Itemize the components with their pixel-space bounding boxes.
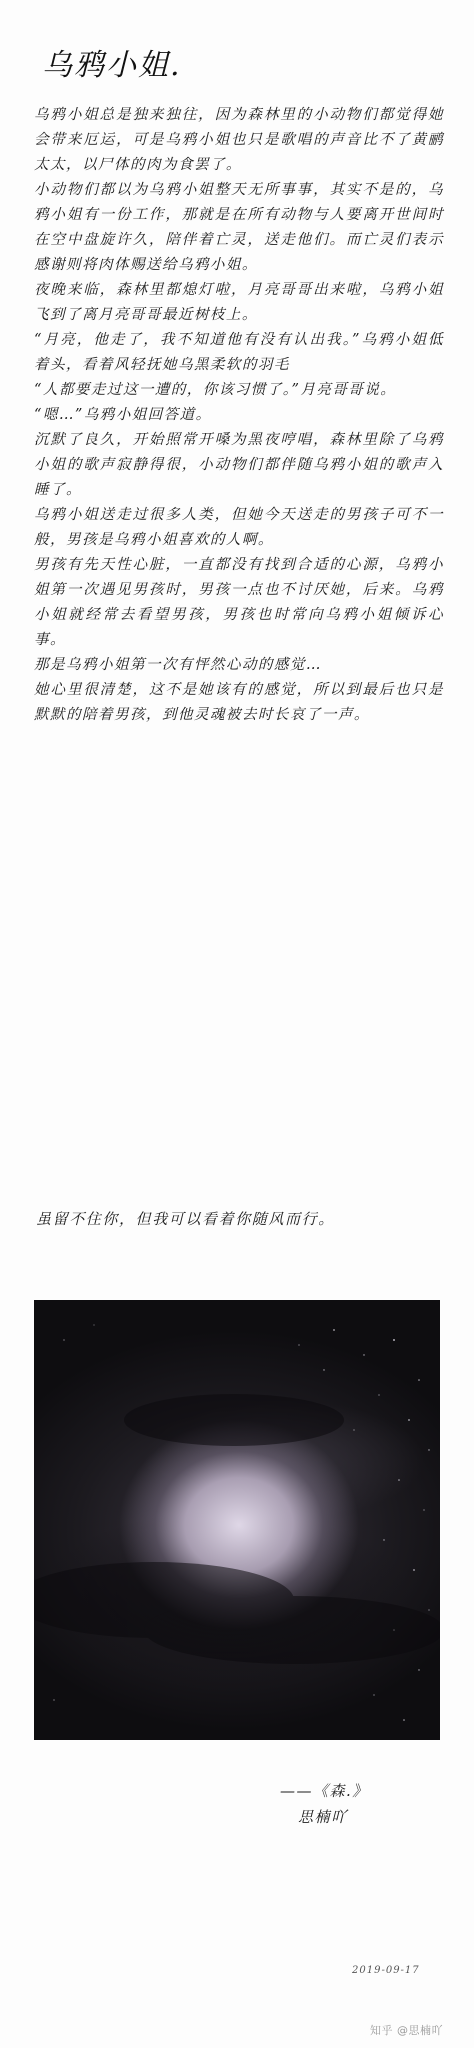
story-paragraph: “人都要走过这一遭的，你该习惯了。”月亮哥哥说。 (34, 381, 397, 398)
signature-block (280, 1778, 369, 1830)
story-paragraph: 男孩有先天性心脏，一直都没有找到合适的心源，乌鸦小姐第一次遇见男孩时，男孩一点也不讨厌她，后来。乌鸦小姐就经常去看望男孩，男孩也时常向乌鸦小姐倾诉心事。 (34, 556, 444, 648)
story-paragraph: 她心里很清楚，这不是她该有的感觉，所以到最后也只是默默的陪着男孩，到他灵魂被去时长哀了一声。 (34, 681, 444, 723)
story-paragraph: 夜晚来临，森林里都熄灯啦，月亮哥哥出来啦，乌鸦小姐飞到了离月亮哥哥最近树枝上。 (34, 281, 444, 323)
story-paragraph: 沉默了良久，开始照常开嗓为黑夜哼唱，森林里除了乌鸦小姐的歌声寂静得很，小动物们都伴随乌鸦小姐的歌声入睡了。 (34, 431, 444, 498)
story-paragraph: 乌鸦小姐总是独来独往，因为森林里的小动物们都觉得她会带来厄运，可是乌鸦小姐也只是歌唱的声音比不了黄鹂太太，以尸体的肉为食罢了。 (34, 106, 444, 173)
closing-line: 虽留不住你，但我可以看着你随风而行。 (36, 1210, 335, 1228)
date-stamp: 2019-09-17 (352, 1965, 420, 1976)
story-paragraph: 乌鸦小姐送走过很多人类，但她今天送走的男孩子可不一般，男孩是乌鸦小姐喜欢的人啊。 (34, 506, 444, 548)
work-title: ——《森.》 (280, 1782, 369, 1800)
story-title: 乌鸦小姐. (42, 48, 182, 83)
story-paragraph: 那是乌鸦小姐第一次有怦然心动的感觉… (34, 656, 322, 673)
story-body (34, 102, 444, 727)
author-name: 思楠吖 (298, 1808, 348, 1826)
zhihu-watermark: 知乎 @思楠吖 (370, 2024, 443, 2037)
moon-night-image (34, 1300, 440, 1740)
story-paragraph: “月亮，他走了，我不知道他有没有认出我。”乌鸦小姐低着头，看着风轻抚她乌黑柔软的羽毛 (34, 331, 444, 373)
story-paragraph: “嗯…”乌鸦小姐回答道。 (34, 406, 212, 423)
stars-overlay (34, 1300, 440, 1740)
story-paragraph: 小动物们都以为乌鸦小姐整天无所事事，其实不是的，乌鸦小姐有一份工作，那就是在所有动物与人要离开世间时在空中盘旋许久，陪伴着亡灵，送走他们。而亡灵们表示感谢则将肉体赐送给乌鸦小姐。 (34, 181, 444, 273)
